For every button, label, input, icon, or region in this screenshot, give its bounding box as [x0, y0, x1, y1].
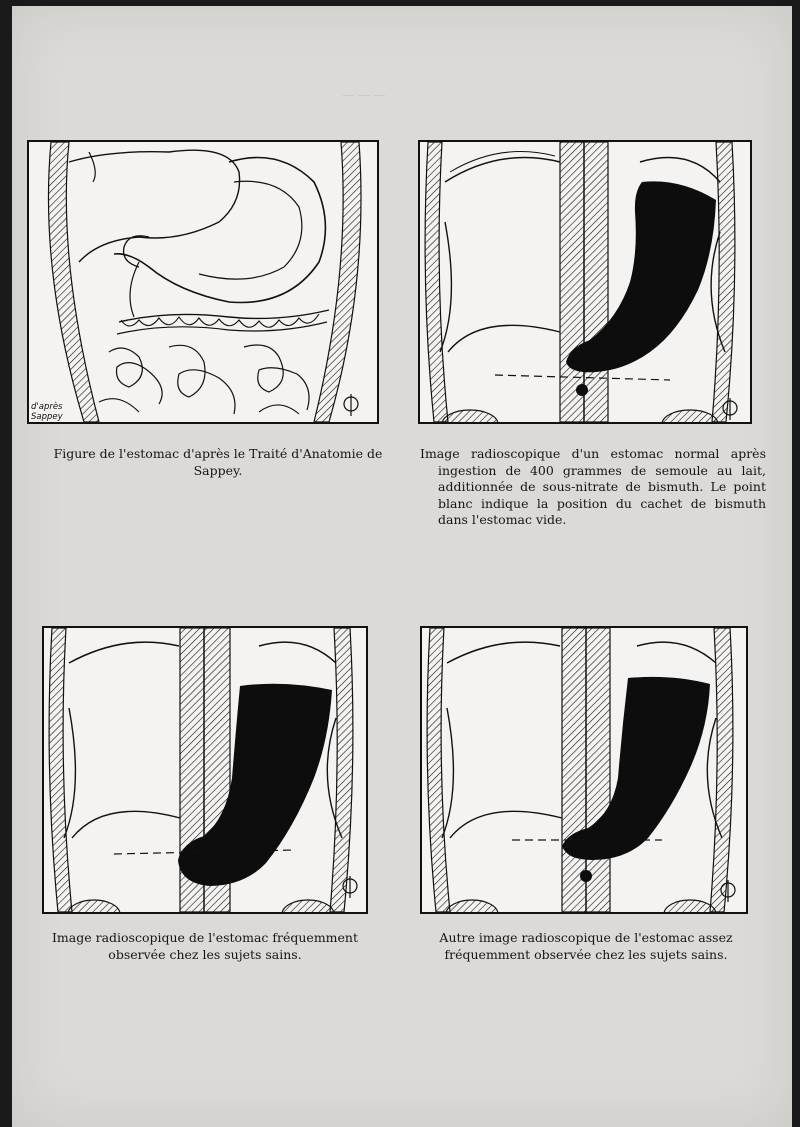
figure-3-caption: Image radioscopique de l'estomac fréquemment observée chez les sujets sains.: [51, 930, 358, 962]
figure-1-credit: d'après Sappey: [31, 402, 63, 422]
figure-4-plate: [420, 626, 748, 914]
figure-1-caption: Figure de l'estomac d'après le Traité d'Anatomie de Sappey.: [53, 446, 383, 478]
radioscopy-healthy-alt-drawing: [422, 628, 746, 912]
figure-3-plate: [42, 626, 368, 914]
figure-2-caption: Image radioscopique d'un estomac normal après ingestion de 400 grammes de semoule au lait, additionnée de sous-nitrate de bismuth. Le point blanc indique la position du cachet de bismuth dans l'estomac vide.: [420, 446, 766, 527]
radioscopy-healthy-drawing: [44, 628, 366, 912]
stomach-anatomy-drawing: [29, 142, 377, 422]
figure-4-caption: Autre image radioscopique de l'estomac assez fréquemment observée chez les sujets sains.: [439, 930, 733, 962]
show-through-text: — — —: [342, 88, 386, 102]
figure-1-plate: [27, 140, 379, 424]
monogram-icon: [344, 394, 358, 416]
radioscopy-normal-drawing: [420, 142, 750, 422]
figure-2-plate: [418, 140, 752, 424]
page: [12, 6, 792, 1127]
